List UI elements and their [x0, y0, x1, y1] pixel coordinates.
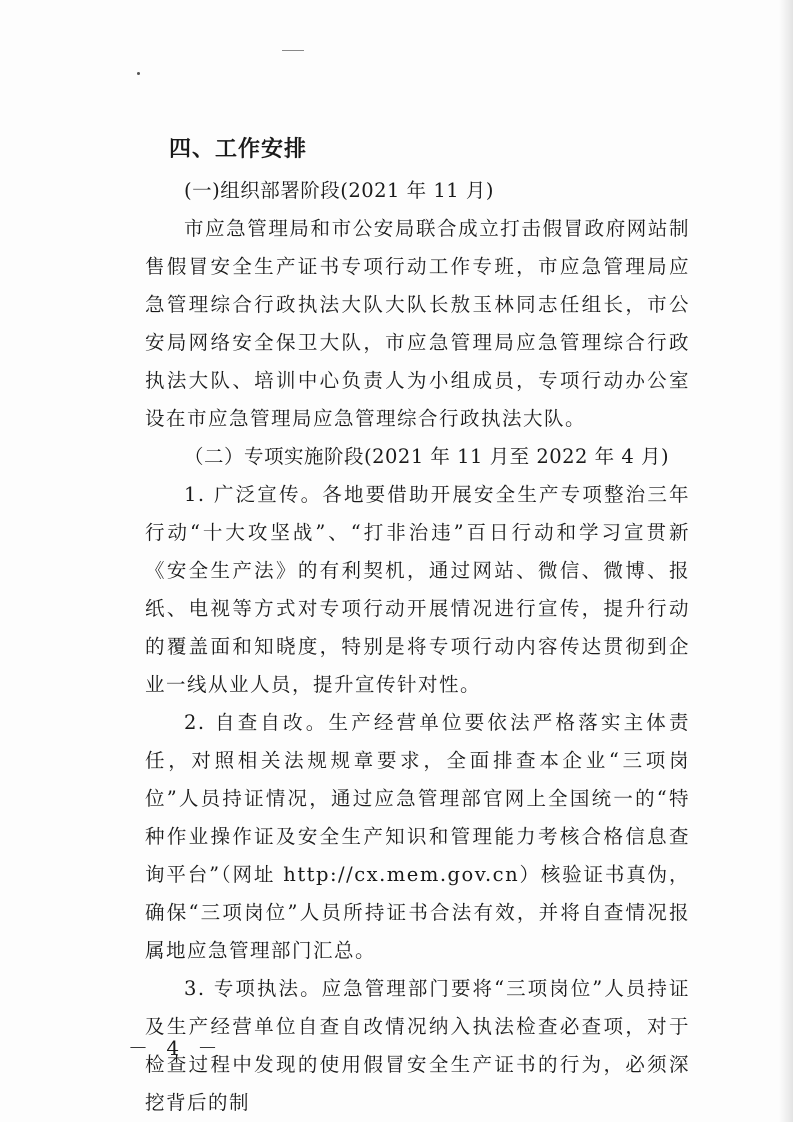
phase1-title: (一)组织部署阶段(2021 年 11 月)	[184, 179, 494, 202]
scan-edge-shadow	[779, 0, 793, 1122]
phase2-title: （二）专项实施阶段(2021 年 11 月至 2022 年 4 月)	[184, 445, 670, 468]
page-number: － 4 －	[128, 1036, 224, 1060]
scan-artifact-dot	[137, 72, 140, 75]
phase2-item-2: 2. 自查自改。生产经营单位要依法严格落实主体责任，对照相关法规规章要求，全面排查本企业“三项岗位”人员持证情况，通过应急管理部官网上全国统一的“特种作业操作证及安全生产知识和管理能力考核合格信息查询平台”（网址 http://cx.mem.gov.cn）核验证书真伪，确保“三项岗位”人员所持证书合法有效，并将自查情况报属地应急管理部门汇总。	[145, 711, 690, 962]
document-body	[145, 120, 690, 1122]
phase2-item-1: 1. 广泛宣传。各地要借助开展安全生产专项整治三年行动“十大攻坚战”、“打非治违”百日行动和学习宣贯新《安全生产法》的有利契机，通过网站、微信、微博、报纸、电视等方式对专项行动开展情况进行宣传，提升行动的覆盖面和知晓度，特别是将专项行动内容传达贯彻到企业一线从业人员，提升宣传针对性。	[145, 483, 690, 696]
phase2-item-3: 3. 专项执法。应急管理部门要将“三项岗位”人员持证及生产经营单位自查自改情况纳入执法检查必查项，对于检查过程中发现的使用假冒安全生产证书的行为，必须深挖背后的制	[145, 977, 690, 1114]
phase1-body: 市应急管理局和市公安局联合成立打击假冒政府网站制售假冒安全生产证书专项行动工作专班，市应急管理局应急管理综合行政执法大队大队长敖玉林同志任组长，市公安局网络安全保卫大队，市应急管理局应急管理综合行政执法大队、培训中心负责人为小组成员，专项行动办公室设在市应急管理局应急管理综合行政执法大队。	[145, 217, 690, 430]
scan-artifact-speck	[282, 50, 304, 51]
section-heading: 四、工作安排	[169, 137, 308, 162]
